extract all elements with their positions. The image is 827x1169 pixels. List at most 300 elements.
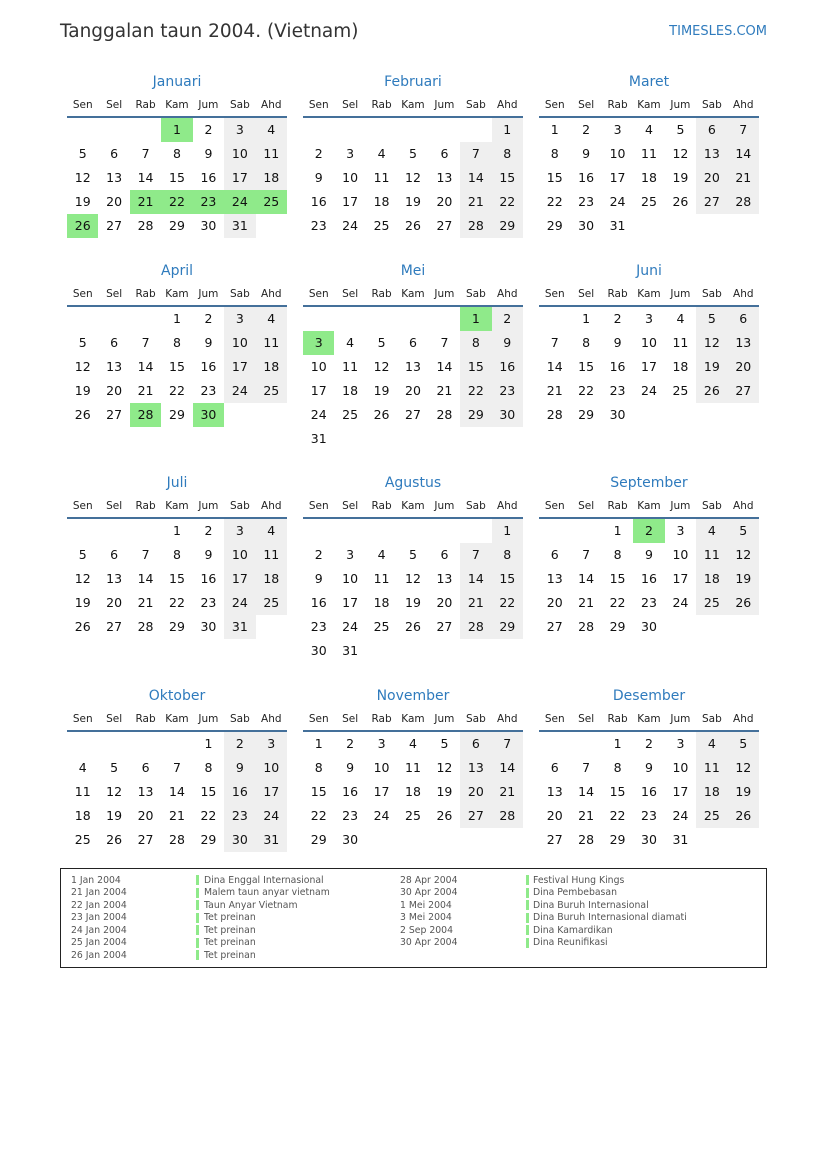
day-cell: 27 <box>106 619 123 634</box>
day-cell: 2 <box>314 146 323 161</box>
day-cell: 4 <box>377 146 386 161</box>
day-cell: 22 <box>169 595 185 610</box>
day-cell: 5 <box>696 307 727 331</box>
empty-day-cell <box>492 639 523 663</box>
day-cell: 25 <box>405 807 421 823</box>
day-cell: 15 <box>609 571 626 586</box>
month-title: November <box>376 687 450 704</box>
day-cell: 18 <box>342 382 359 398</box>
week-row <box>303 307 523 331</box>
day-cell: 27 <box>696 190 727 214</box>
empty-day-cell <box>696 615 727 639</box>
week-row <box>539 166 759 190</box>
holiday-marker <box>196 888 199 898</box>
day-cell: 26 <box>74 619 91 634</box>
day-cell: 10 <box>672 547 689 562</box>
holiday-day-cell: 1 <box>460 307 491 331</box>
day-cell: 10 <box>342 170 359 185</box>
day-cell: 5 <box>110 759 119 775</box>
week-row <box>303 519 523 543</box>
week-row <box>303 166 523 190</box>
month-title: September <box>610 475 688 491</box>
day-cell: 31 <box>224 214 255 238</box>
day-cell: 19 <box>405 194 421 209</box>
day-cell: 25 <box>672 382 689 398</box>
day-cell: 15 <box>492 166 523 190</box>
empty-day-cell <box>429 118 460 142</box>
empty-day-cell <box>728 214 759 238</box>
week-row <box>67 118 287 142</box>
day-cell: 11 <box>373 571 390 586</box>
empty-day-cell <box>366 519 397 543</box>
weekday-label: Sab <box>701 99 722 111</box>
holiday-marker <box>196 925 199 935</box>
day-cell: 26 <box>74 406 91 422</box>
empty-day-cell <box>130 519 161 543</box>
holiday-date: 1 Jan 2004 <box>71 874 121 886</box>
day-cell: 26 <box>696 379 727 403</box>
empty-day-cell <box>334 118 365 142</box>
day-cell: 26 <box>436 807 453 823</box>
day-cell: 11 <box>74 783 91 799</box>
day-cell: 10 <box>224 543 255 567</box>
empty-day-cell <box>161 732 192 756</box>
empty-day-cell <box>224 403 255 427</box>
day-cell: 25 <box>373 218 390 233</box>
day-cell: 17 <box>256 780 287 804</box>
week-row <box>539 331 759 355</box>
day-cell: 7 <box>141 146 150 161</box>
day-cell: 26 <box>405 218 421 233</box>
week-row <box>303 615 523 639</box>
empty-day-cell <box>98 519 129 543</box>
weekday-label: Jum <box>198 287 219 300</box>
day-cell: 31 <box>672 831 689 847</box>
holiday-entry <box>400 924 687 937</box>
day-cell: 9 <box>645 759 653 775</box>
day-cell: 11 <box>672 334 689 350</box>
weekday-label: Rab <box>135 99 156 111</box>
day-cell: 18 <box>256 355 287 379</box>
week-row <box>539 519 759 543</box>
month-januari <box>67 70 287 238</box>
weekday-label: Sel <box>342 712 359 725</box>
day-cell: 15 <box>578 358 595 374</box>
weekday-label: Kam <box>401 712 425 725</box>
month-juli <box>67 471 287 639</box>
day-cell: 4 <box>256 118 287 142</box>
week-row <box>539 355 759 379</box>
holiday-list-right <box>400 874 687 949</box>
day-cell: 12 <box>696 331 727 355</box>
holiday-name: Dina Enggal Internasional <box>204 874 324 886</box>
day-cell: 5 <box>409 146 417 161</box>
weekday-label: Sen <box>72 287 93 300</box>
empty-day-cell <box>728 403 759 427</box>
week-row <box>67 756 287 780</box>
month-februari <box>303 70 523 238</box>
day-cell: 3 <box>224 118 255 142</box>
day-cell: 24 <box>641 382 657 398</box>
day-cell: 4 <box>696 732 727 756</box>
weekday-label: Jum <box>434 99 455 111</box>
holiday-list-left <box>71 874 330 962</box>
week-row <box>67 804 287 828</box>
empty-day-cell <box>98 118 129 142</box>
weekday-label: Ahd <box>733 500 754 512</box>
weekday-label: Sab <box>465 287 486 300</box>
day-cell: 27 <box>106 218 123 233</box>
weekday-label: Rab <box>607 287 628 300</box>
day-cell: 6 <box>440 146 449 161</box>
day-cell: 10 <box>373 759 390 775</box>
weekday-header <box>539 283 759 307</box>
week-row <box>539 142 759 166</box>
day-cell: 8 <box>492 543 523 567</box>
day-cell: 19 <box>74 194 91 209</box>
weekday-label: Kam <box>165 500 189 512</box>
holiday-entry <box>71 949 330 962</box>
day-cell: 4 <box>696 519 727 543</box>
month-title: Maret <box>628 74 670 90</box>
weekday-label: Kam <box>401 99 425 111</box>
day-cell: 9 <box>492 331 523 355</box>
weekday-label: Sel <box>578 287 595 300</box>
week-row <box>303 828 523 852</box>
weekday-label: Sab <box>701 500 722 512</box>
day-cell: 11 <box>405 759 421 775</box>
weekday-label: Jum <box>198 712 219 725</box>
day-cell: 28 <box>492 804 523 828</box>
empty-day-cell <box>67 732 98 756</box>
week-row <box>303 118 523 142</box>
holiday-marker <box>526 925 529 935</box>
weekday-label: Sen <box>544 287 565 300</box>
day-cell: 16 <box>492 355 523 379</box>
week-row <box>539 615 759 639</box>
holiday-name: Tet preinan <box>204 924 256 936</box>
day-cell: 27 <box>546 831 563 847</box>
day-cell: 24 <box>609 194 626 209</box>
day-cell: 20 <box>436 194 453 209</box>
month-title: Oktober <box>148 687 206 704</box>
holiday-date: 30 Apr 2004 <box>400 937 458 949</box>
day-cell: 21 <box>137 382 154 398</box>
day-cell: 24 <box>342 218 359 233</box>
day-cell: 28 <box>578 831 595 847</box>
day-cell: 21 <box>169 807 185 823</box>
empty-day-cell <box>98 307 129 331</box>
day-cell: 8 <box>204 759 213 775</box>
week-row <box>303 379 523 403</box>
week-row <box>539 567 759 591</box>
weekday-header <box>67 283 287 307</box>
day-cell: 18 <box>373 194 390 209</box>
day-cell: 7 <box>460 142 491 166</box>
day-cell: 1 <box>173 310 181 326</box>
day-cell: 4 <box>377 547 386 562</box>
day-cell: 31 <box>256 828 287 852</box>
empty-day-cell <box>696 214 727 238</box>
day-cell: 13 <box>546 571 563 586</box>
day-cell: 6 <box>550 547 559 562</box>
day-cell: 30 <box>641 831 657 847</box>
week-row <box>303 780 523 804</box>
weekday-label: Sel <box>342 500 359 512</box>
weekday-label: Jum <box>670 99 691 111</box>
day-cell: 3 <box>613 122 622 137</box>
day-cell: 27 <box>106 406 123 422</box>
day-cell: 13 <box>436 170 453 185</box>
day-cell: 12 <box>74 571 91 586</box>
day-cell: 10 <box>342 571 359 586</box>
weekday-label: Rab <box>135 712 156 725</box>
day-cell: 29 <box>310 831 327 847</box>
weekday-label: Kam <box>401 500 425 512</box>
holiday-day-cell: 21 <box>130 190 161 214</box>
month-title: Juni <box>636 262 662 279</box>
empty-day-cell <box>130 307 161 331</box>
day-cell: 14 <box>137 358 154 374</box>
holiday-day-cell: 2 <box>633 519 664 543</box>
week-row <box>303 567 523 591</box>
day-cell: 22 <box>200 807 217 823</box>
day-cell: 2 <box>204 122 213 137</box>
week-row <box>303 591 523 615</box>
day-cell: 12 <box>373 358 390 374</box>
month-april <box>67 259 287 427</box>
day-cell: 29 <box>609 831 626 847</box>
day-cell: 5 <box>676 122 685 137</box>
weekday-label: Sen <box>308 712 329 725</box>
weekday-label: Sel <box>106 99 123 111</box>
weekday-label: Ahd <box>261 712 282 725</box>
empty-day-cell <box>366 427 397 451</box>
weekday-label: Sab <box>229 287 250 300</box>
month-row <box>67 70 759 238</box>
day-cell: 4 <box>78 759 87 775</box>
holiday-entry <box>400 912 687 925</box>
month-title: Mei <box>400 262 426 279</box>
day-cell: 4 <box>256 307 287 331</box>
weekday-label: Sab <box>229 712 250 725</box>
weekday-label: Rab <box>607 500 628 512</box>
empty-day-cell <box>67 307 98 331</box>
weekday-label: Jum <box>198 500 219 512</box>
day-cell: 3 <box>256 732 287 756</box>
day-cell: 30 <box>200 619 217 634</box>
week-row <box>539 756 759 780</box>
day-cell: 21 <box>546 382 563 398</box>
holiday-entry <box>71 899 330 912</box>
day-cell: 13 <box>546 783 563 799</box>
weekday-label: Sel <box>578 712 595 725</box>
week-row <box>67 780 287 804</box>
empty-day-cell <box>665 403 696 427</box>
day-cell: 17 <box>224 567 255 591</box>
day-cell: 9 <box>204 547 213 562</box>
weekday-label: Ahd <box>261 99 282 111</box>
week-row <box>539 214 759 238</box>
day-cell: 1 <box>492 118 523 142</box>
holiday-entry <box>71 924 330 937</box>
day-cell: 3 <box>346 547 355 562</box>
week-row <box>303 639 523 663</box>
day-cell: 27 <box>460 804 491 828</box>
day-cell: 2 <box>314 547 323 562</box>
brand-link[interactable]: TIMESLES.COM <box>669 24 767 39</box>
day-cell: 20 <box>137 807 154 823</box>
day-cell: 31 <box>342 643 359 658</box>
empty-day-cell <box>665 615 696 639</box>
month-oktober <box>67 684 287 852</box>
day-cell: 29 <box>578 406 595 422</box>
holiday-date: 21 Jan 2004 <box>71 887 127 899</box>
day-cell: 16 <box>310 194 327 209</box>
month-maret <box>539 70 759 238</box>
empty-day-cell <box>256 403 287 427</box>
day-cell: 29 <box>169 406 185 422</box>
empty-day-cell <box>366 118 397 142</box>
day-cell: 23 <box>641 807 657 823</box>
week-row <box>67 732 287 756</box>
day-cell: 19 <box>728 567 759 591</box>
day-cell: 24 <box>373 807 390 823</box>
day-cell: 20 <box>546 595 563 610</box>
day-cell: 11 <box>641 146 657 161</box>
day-cell: 15 <box>200 783 217 799</box>
day-cell: 12 <box>74 358 91 374</box>
week-row <box>303 190 523 214</box>
week-row <box>303 142 523 166</box>
day-cell: 12 <box>728 756 759 780</box>
day-cell: 30 <box>342 831 359 847</box>
month-agustus <box>303 471 523 663</box>
day-cell: 14 <box>137 571 154 586</box>
day-cell: 7 <box>440 334 449 350</box>
day-cell: 6 <box>440 547 449 562</box>
holiday-name: Tet preinan <box>204 912 256 924</box>
day-cell: 19 <box>696 355 727 379</box>
day-cell: 15 <box>169 170 185 185</box>
empty-day-cell <box>460 639 491 663</box>
day-cell: 15 <box>169 571 185 586</box>
day-cell: 17 <box>310 382 327 398</box>
day-cell: 25 <box>74 831 91 847</box>
day-cell: 27 <box>405 406 421 422</box>
empty-day-cell <box>460 427 491 451</box>
month-mei <box>303 259 523 451</box>
weekday-label: Jum <box>670 500 691 512</box>
week-row <box>67 828 287 852</box>
day-cell: 10 <box>256 756 287 780</box>
day-cell: 28 <box>460 214 491 238</box>
day-cell: 13 <box>436 571 453 586</box>
holiday-entry <box>400 899 687 912</box>
day-cell: 21 <box>728 166 759 190</box>
day-cell: 19 <box>405 595 421 610</box>
week-row <box>539 591 759 615</box>
empty-day-cell <box>397 427 428 451</box>
day-cell: 21 <box>492 780 523 804</box>
day-cell: 23 <box>578 194 595 209</box>
holiday-marker <box>196 875 199 885</box>
weekday-label: Sab <box>465 712 486 725</box>
weekday-label: Sen <box>72 712 93 725</box>
weekday-label: Ahd <box>497 500 518 512</box>
day-cell: 5 <box>78 334 87 350</box>
holiday-date: 22 Jan 2004 <box>71 899 127 911</box>
day-cell: 9 <box>613 334 622 350</box>
week-row <box>539 118 759 142</box>
day-cell: 7 <box>141 334 150 350</box>
day-cell: 16 <box>342 783 359 799</box>
holiday-date: 30 Apr 2004 <box>400 887 458 899</box>
holiday-date: 1 Mei 2004 <box>400 899 452 911</box>
day-cell: 24 <box>224 591 255 615</box>
day-cell: 21 <box>578 595 595 610</box>
empty-day-cell <box>130 118 161 142</box>
week-row <box>67 166 287 190</box>
holiday-day-cell: 24 <box>224 190 255 214</box>
holiday-marker <box>526 900 529 910</box>
weekday-label: Ahd <box>497 99 518 111</box>
empty-day-cell <box>98 732 129 756</box>
day-cell: 26 <box>405 619 421 634</box>
day-cell: 13 <box>728 331 759 355</box>
holiday-marker <box>196 900 199 910</box>
weekday-label: Sen <box>544 99 565 111</box>
weekday-header <box>303 94 523 118</box>
day-cell: 2 <box>582 122 591 137</box>
day-cell: 2 <box>492 307 523 331</box>
day-cell: 4 <box>676 310 685 326</box>
day-cell: 18 <box>256 567 287 591</box>
month-title: Juli <box>166 475 188 491</box>
day-cell: 9 <box>314 170 323 185</box>
day-cell: 28 <box>578 619 595 634</box>
week-row <box>539 307 759 331</box>
day-cell: 2 <box>346 735 355 751</box>
day-cell: 1 <box>492 519 523 543</box>
empty-day-cell <box>256 615 287 639</box>
day-cell: 20 <box>106 595 123 610</box>
day-cell: 21 <box>578 807 595 823</box>
day-cell: 27 <box>436 619 453 634</box>
day-cell: 16 <box>641 571 657 586</box>
day-cell: 11 <box>373 170 390 185</box>
day-cell: 5 <box>377 334 386 350</box>
month-title: April <box>161 262 193 279</box>
day-cell: 2 <box>645 735 653 751</box>
day-cell: 26 <box>672 194 689 209</box>
day-cell: 27 <box>436 218 453 233</box>
empty-day-cell <box>633 403 664 427</box>
day-cell: 25 <box>641 194 657 209</box>
holiday-date: 24 Jan 2004 <box>71 924 127 936</box>
day-cell: 14 <box>578 571 595 586</box>
day-cell: 7 <box>582 759 591 775</box>
day-cell: 18 <box>672 358 689 374</box>
day-cell: 8 <box>492 142 523 166</box>
day-cell: 4 <box>256 519 287 543</box>
month-juni <box>539 259 759 427</box>
day-cell: 6 <box>110 146 119 161</box>
weekday-label: Kam <box>637 500 661 512</box>
empty-day-cell <box>67 118 98 142</box>
weekday-label: Kam <box>165 287 189 300</box>
day-cell: 19 <box>74 382 91 398</box>
